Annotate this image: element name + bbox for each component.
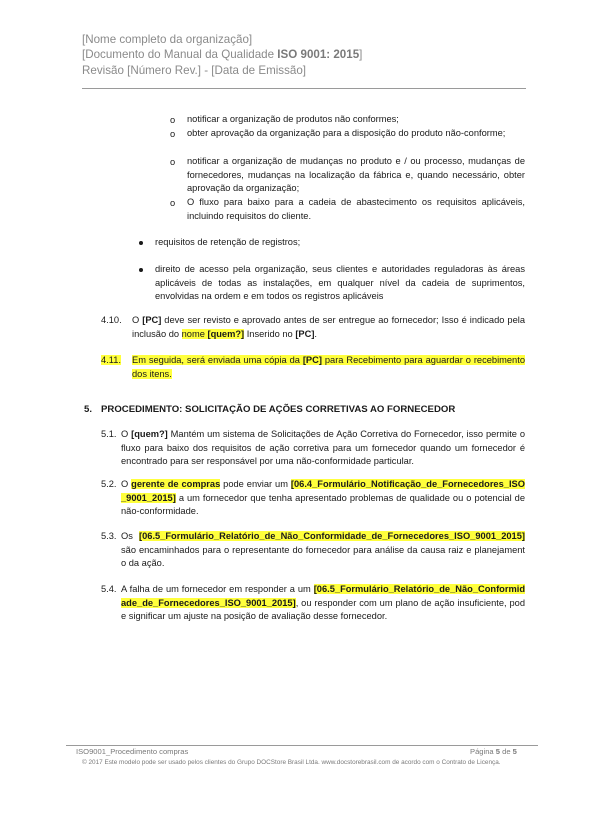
item-number: 4.10. — [101, 315, 122, 325]
section-title: PROCEDIMENTO: SOLICITAÇÃO DE AÇÕES CORRETIVAS AO FORNECEDOR — [101, 404, 456, 415]
footer-divider — [66, 745, 538, 746]
bullet-item: direito de acesso pela organização, seus clientes e autoridades reguladoras às áreas aplicáveis de todas as instalações, em qualquer nível da cadeia de suprimentos, envolvidas na ordem e em todos os registros aplicáveis — [155, 264, 525, 302]
header-document-title: [Documento do Manual da Qualidade ISO 9001: 2015] — [82, 48, 363, 61]
sub-marker: o — [170, 115, 176, 125]
paragraph-5-2: O gerente de compras pode enviar um [06.4_Formulário_Notificação_de_Fornecedores_ISO_9001_2015] a um fornecedor que tenha apresentado problemas de qualidade ou o potencial de não-conformidade. — [121, 479, 525, 517]
item-number: 5.2. — [101, 479, 117, 489]
item-number: 5.4. — [101, 584, 117, 594]
footer-page-number: Página 5 de 5 — [470, 747, 517, 756]
bullet-dot — [139, 241, 143, 245]
sub-item: O fluxo para baixo para a cadeia de abastecimento os requisitos aplicáveis, incluindo requisitos do cliente. — [187, 197, 525, 221]
footer-copyright: © 2017 Este modelo pode ser usado pelos clientes do Grupo DOCStore Brasil Ltda. www.docstorebrasil.com de acordo com o Contrato de Licença. — [82, 759, 501, 766]
header-revision: Revisão [Número Rev.] - [Data de Emissão] — [82, 64, 307, 77]
bullet-item: requisitos de retenção de registros; — [155, 237, 301, 247]
paragraph-5-3: Os [06.5_Formulário_Relatório_de_Não_Conformidade_de_Fornecedores_ISO_9001_2015] são encaminhados para o representante do fornecedor para análise da causa raiz e planejamento da ação. — [121, 531, 525, 569]
paragraph-4-11: Em seguida, será enviada uma cópia da [PC] para Recebimento para aguardar o recebimento dos itens. — [132, 355, 525, 379]
sub-marker: o — [170, 157, 176, 167]
paragraph-5-4: A falha de um fornecedor em responder a um [06.5_Formulário_Relatório_de_Não_Conformidade_de_Fornecedores_ISO_9001_2015], ou responder com um plano de ação insuficiente, pode significar um ajuste na posição de avaliação desse fornecedor. — [121, 584, 525, 622]
sub-marker: o — [170, 198, 176, 208]
header-divider — [82, 88, 526, 89]
item-number: 5.3. — [101, 531, 117, 541]
sub-item: notificar a organização de mudanças no produto e / ou processo, mudanças de fornecedores, mudanças na localização da fábrica e, quando necessário, obter aprovação da organização; — [187, 156, 525, 194]
sub-item: obter aprovação da organização para a disposição do produto não-conforme; — [187, 128, 506, 138]
item-number: 4.11. — [101, 355, 121, 365]
paragraph-5-1: O [quem?] Mantém um sistema de Solicitações de Ação Corretiva do Fornecedor, isso permite o fluxo para baixo dos requisitos de ação corretiva para um fornecedor quando um fornecedor é encontrado para ser responsável por uma não-conformidade particular. — [121, 429, 525, 467]
footer-doc-name: ISO9001_Procedimento compras — [76, 747, 189, 756]
section-number: 5. — [84, 404, 93, 415]
item-number: 5.1. — [101, 429, 117, 439]
bullet-dot — [139, 268, 143, 272]
header-org-name: [Nome completo da organização] — [82, 33, 253, 46]
paragraph-4-10: O [PC] deve ser revisto e aprovado antes de ser entregue ao fornecedor; Isso é indicado pela inclusão do nome [quem?] Inserido no [PC]. — [132, 315, 525, 339]
sub-marker: o — [170, 129, 176, 139]
sub-item: notificar a organização de produtos não conformes; — [187, 114, 399, 124]
